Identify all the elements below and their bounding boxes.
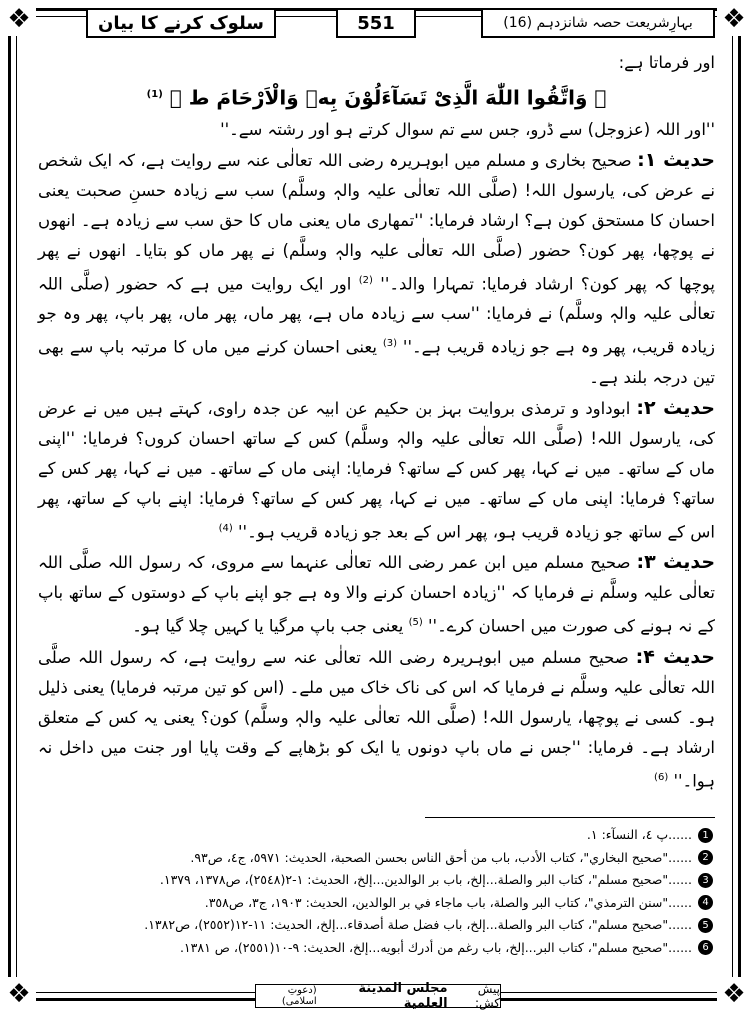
chapter-title: سلوک کرنے کا بیان	[86, 8, 276, 38]
main-text	[38, 48, 715, 796]
footnote-text: ......"سنن الترمذي"، كتاب البر والصلة، باب ماجاء في بر الوالدين، الحديث: ١٩٠٣، ج٣، ص٣٥٨.	[204, 894, 692, 910]
footnote-number: 6	[698, 940, 713, 955]
footnote-ref: (6)	[654, 771, 669, 783]
footnote-divider	[425, 817, 715, 818]
page-number: 551	[336, 8, 416, 38]
footnote-number: 4	[698, 895, 713, 910]
hadith-text: یعنی جب باپ مرگیا یا کہیں چلا گیا ہو۔	[132, 616, 404, 636]
footnote-text: ......پ ٤، النسآء: ١.	[586, 827, 692, 842]
publisher-footer	[255, 981, 501, 1011]
intro-line: اور فرماتا ہے:	[618, 53, 715, 72]
hadith-2	[38, 393, 715, 548]
presented-by-label: پیش کش:	[474, 982, 500, 1010]
hadith-text: صحیح مسلم میں ابن عمر رضی اللہ تعالٰی عنہما سے مروی، کہ رسول اللہ صلَّی اللہ تعالٰی علیہ وسلَّم نے فرمایا کہ ''زیادہ احسان کرنے والا وہ ہے جو اپنے باپ کے دوستوں کے ساتھ باپ کے نہ ہونے کی صورت میں احسان کرے۔''	[38, 553, 715, 636]
footnote-text: ......"صحيح مسلم"، كتاب البر والصلة...إلخ، باب فضل صلة أصدقاء...إلخ، الحديث: ١١-١٢(٢٥٥٢)، ص١٣٨٢.	[144, 917, 692, 932]
hadith-label: حدیث ۴:	[635, 645, 715, 668]
footnote-item	[48, 914, 713, 937]
footnote-number: 5	[698, 918, 713, 933]
corner-ornament-icon: ❖	[2, 2, 36, 36]
footnote-text: ......"صحيح مسلم"، كتاب البر...إلخ، باب رغم من أدرك أبويه...إلخ، الحديث: ٩-١٠(٢٥٥١)، ص ١٣٨١.	[179, 939, 692, 955]
corner-ornament-icon: ❖	[717, 2, 751, 36]
hadith-text: اور ایک روایت میں ہے کہ حضور (صلَّی اللہ تعالٰی علیہ والہٖ وسلَّم) نے فرمایا: ''سب سے زیادہ ماں ہے، پھر ماں، پھر ماں، پھر باپ، پھر وہ جو زیادہ قریب، پھر وہ ہے جو زیادہ قریب ہے۔''	[38, 274, 716, 357]
footnote-item	[48, 869, 713, 892]
footnote-number: 3	[698, 873, 713, 888]
footnote-text: ......"صحيح البخاري"، كتاب الأدب، باب من أحق الناس بحسن الصحبة، الحديث: ٥٩٧١، ج٤، ص٩٣.	[190, 849, 692, 865]
publisher-name: مجلس المدينة العلمية	[358, 981, 448, 1011]
publisher-subtitle: (دعوتِ اسلامی)	[281, 985, 317, 1007]
hadith-label: حدیث ۲:	[636, 396, 715, 419]
footnote-ref: (3)	[382, 338, 398, 350]
footnote-item	[48, 824, 713, 847]
hadith-4	[38, 642, 715, 797]
translation: ''اور اللہ (عزوجل) سے ڈرو، جس سے تم سوال کرتے ہو اور رشتہ سے۔''	[220, 119, 715, 139]
footnote-item	[48, 847, 713, 870]
hadith-text: ابوداود و ترمذی بروایت بہز بن حکیم عن ابیہ عن جدہ راوی، کہتے ہیں میں نے عرض کی، یارسول اللہ! (صلَّی اللہ تعالٰی علیہ والہٖ وسلَّم) کس کے ساتھ احسان کروں؟ فرمایا: ''اپنی ماں کے ساتھ۔ میں نے کہا، پھر کس کے ساتھ؟ فرمایا: اپنی ماں کے ساتھ۔ میں نے کہا، پھر کس کے ساتھ؟ فرمایا: اپنی ماں کے ساتھ۔ میں نے کہا، پھر کس کے ساتھ؟ فرمایا: اپنے باپ کے ساتھ، پھر اس کے ساتھ جو زیادہ قریب ہو، پھر اس کے بعد جو زیادہ قریب ہو۔''	[38, 398, 715, 542]
hadith-text: صحیح مسلم میں ابوہریرہ رضی اللہ تعالٰی عنہ سے روایت ہے، کہ رسول اللہ صلَّی اللہ تعالٰی علیہ وسلَّم نے فرمایا کہ اس کی ناک خاک میں ملے۔ (اس کو تین مرتبہ فرمایا) یعنی ذلیل ہو۔ کسی نے پوچھا، یارسول اللہ! (صلَّی اللہ تعالٰی علیہ والہٖ وسلَّم) کون؟ یعنی یہ کس کے متعلق ارشاد ہے۔ فرمایا: ''جس نے ماں باپ دونوں یا ایک کو بڑھاپے کے وقت پایا اور جنت میں داخل نہ ہوا۔''	[38, 647, 715, 791]
quran-ayah-text: ﴿ وَاتَّقُوا اللّٰهَ الَّذِیْ تَسَآءَلُوْنَ بِهٖ وَالْاَرْحَامَ ط ﴾	[169, 85, 607, 110]
book-part-label: بہارِشریعت حصہ شانزدہم (16)	[481, 8, 715, 38]
quran-ayah	[38, 78, 715, 115]
hadith-label: حدیث ۱:	[637, 148, 715, 171]
hadith-1	[38, 145, 715, 393]
hadith-label: حدیث ۳:	[636, 551, 716, 574]
footnote-ref: (5)	[408, 617, 423, 629]
footnote-text: ......"صحيح مسلم"، كتاب البر والصلة...إلخ، باب بر الوالدين...إلخ، الحديث: ١-٢(٢٥٤٨)، ص١٣٧٨، ١٣٧٩.	[159, 872, 692, 887]
hadith-3	[38, 547, 715, 642]
footnote-number: 1	[698, 828, 713, 843]
corner-ornament-icon: ❖	[2, 977, 36, 1011]
footnote-number: 2	[698, 850, 713, 865]
hadith-text: یعنی احسان کرنے میں ماں کا مرتبہ باپ سے بھی تین درجہ بلند ہے۔	[38, 337, 715, 387]
footnote-ref: (4)	[218, 522, 233, 534]
footnotes	[48, 824, 713, 959]
corner-ornament-icon: ❖	[717, 977, 751, 1011]
hadith-text: صحیح بخاری و مسلم میں ابوہریرہ رضی اللہ تعالٰی عنہ سے روایت ہے، کہ ایک شخص نے عرض کی، یارسول اللہ! (صلَّی اللہ تعالٰی علیہ والہٖ وسلَّم) سب سے زیادہ حسنِ صحبت یعنی احسان کا مستحق کون ہے؟ ارشاد فرمایا: ''تمھاری ماں یعنی ماں کا حق سب سے زیادہ ہے۔ انھوں نے پوچھا، پھر کون؟ حضور (صلَّی اللہ تعالٰی علیہ والہٖ وسلَّم) نے پھر ماں کو بتایا۔ انھوں نے پھر پوچھا کہ پھر کون؟ ارشاد فرمایا: تمہارا والد۔''	[38, 150, 716, 294]
footnote-ref: (2)	[358, 274, 373, 286]
footnote-item	[48, 892, 713, 915]
footnote-ref: (1)	[146, 89, 163, 100]
footnote-item	[48, 937, 713, 960]
